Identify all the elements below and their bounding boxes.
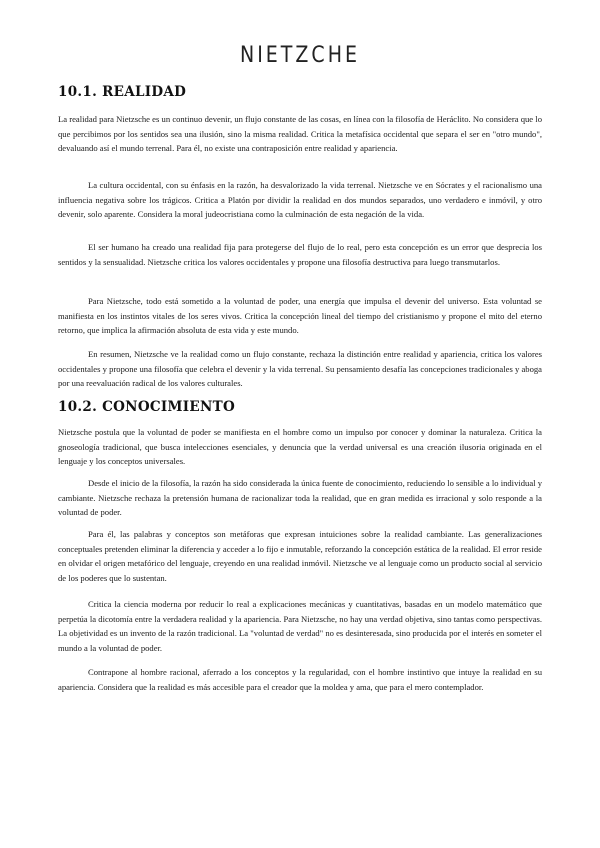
- paragraph: La cultura occidental, con su énfasis en la razón, ha desvalorizado la vida terrenal. Nietzsche ve en Sócrates y el racionalismo una influencia negativa sobre los trágicos. Critica a Platón por dividir la realidad en dos mundos separados, uno verdadero e inmóvil, y otro devenir, solo aparente. Considera la moral judeocristiana como la culminación de esta negación de la vida.: [58, 180, 542, 220]
- paragraph: Para Nietzsche, todo está sometido a la voluntad de poder, una energía que impulsa el devenir del universo. Esta voluntad se manifiesta en los instintos vitales de los seres vivos. Critica la concepción lineal del tiempo del cristianismo y propone el mito del eterno retorno, que implica la afirmación absoluta de esta vida y este mundo.: [58, 296, 542, 336]
- paragraph: La realidad para Nietzsche es un continuo devenir, un flujo constante de las cosas, en línea con la filosofía de Heráclito. No considera que lo que percibimos por los sentidos sea una ilusión, sino la misma realidad. Critica la metafísica occidental que separa el ser en "otro mundo", devaluando así el mundo terrenal. Para él, no existe una contraposición entre realidad y apariencia.: [58, 114, 542, 154]
- section-heading-realidad: 10.1. REALIDAD: [58, 84, 187, 100]
- paragraph: El ser humano ha creado una realidad fija para protegerse del flujo de lo real, pero esta concepción es un error que desprecia los sentidos y la sensualidad. Nietzsche critica los valores occidentales y propone una filosofía destructiva para luego transmutarlos.: [58, 242, 542, 267]
- paragraph: Nietzsche postula que la voluntad de poder se manifiesta en el hombre como un impulso por conocer y dominar la naturaleza. Critica la gnoseología tradicional, que busca intelecciones esenciales, y denuncia que la verdad universal es una creación ilusoria originada en el lenguaje y los conceptos universales.: [58, 427, 542, 467]
- paragraph: Critica la ciencia moderna por reducir lo real a explicaciones mecánicas y cuantitativas, basadas en un modelo matemático que perpetúa la dicotomía entre la verdadera realidad y la apariencia. Para Nietzsche, no hay una verdad objetiva, sino tantas como perspectivas. La objetividad es un invento de la razón tradicional. La "voluntad de verdad" no es desinteresada, sino producida por el interés en someter el mundo a la voluntad de poder.: [58, 599, 542, 654]
- paragraph: En resumen, Nietzsche ve la realidad como un flujo constante, rechaza la distinción entre realidad y apariencia, critica los valores occidentales y propone una filosofía que celebra el devenir y la vida terrenal. Su pensamiento desafía las concepciones tradicionales y aboga por una reevaluación radical de los valores culturales.: [58, 349, 542, 389]
- page-title: NIETZCHE: [239, 42, 360, 68]
- paragraph: Para él, las palabras y conceptos son metáforas que expresan intuiciones sobre la realidad cambiante. Las generalizaciones conceptuales pretenden eliminar la diferencia y acceder a lo fijo e inmutable, reforzando la concepción estática de la realidad. El error reside en olvidar el origen metafórico del lenguaje, creyendo en una realidad inmóvil. Nietzsche ve al lenguaje como un producto social al servicio de los poderes que lo sustentan.: [58, 529, 542, 584]
- paragraph: Desde el inicio de la filosofía, la razón ha sido considerada la única fuente de conocimiento, reduciendo lo sensible a lo individual y cambiante. Nietzsche rechaza la pretensión humana de racionalizar toda la realidad, que en gran medida es irracional y solo responde a la voluntad de poder.: [58, 478, 542, 518]
- paragraph: Contrapone al hombre racional, aferrado a los conceptos y la regularidad, con el hombre instintivo que intuye la realidad en su apariencia. Considera que la realidad es más accesible para el creador que la moldea y ama, que para el mero contemplador.: [58, 667, 542, 692]
- section-heading-conocimiento: 10.2. CONOCIMIENTO: [58, 399, 236, 415]
